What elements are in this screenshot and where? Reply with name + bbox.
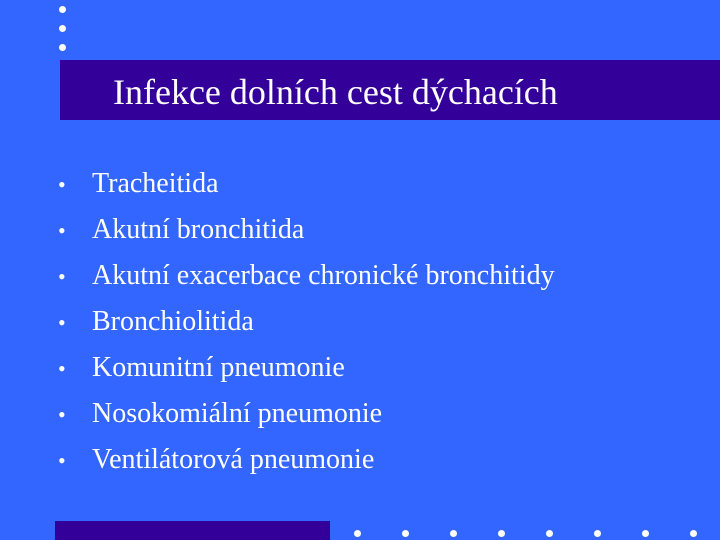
decorative-dot	[59, 25, 66, 32]
bullet-marker: •	[58, 448, 66, 473]
decorative-dot	[402, 530, 409, 537]
list-item-text: Bronchiolitida	[92, 306, 254, 337]
bullet-list	[54, 161, 555, 483]
decorative-dot	[546, 530, 553, 537]
bullet-marker: •	[58, 310, 66, 335]
decorative-dot	[59, 44, 66, 51]
list-item	[54, 207, 555, 253]
decorative-dot	[594, 530, 601, 537]
list-item	[54, 345, 555, 391]
slide-title: Infekce dolních cest dýchacích	[113, 72, 558, 112]
decorative-dots-vertical	[59, 6, 71, 63]
bottom-bar	[55, 521, 330, 540]
list-item	[54, 161, 555, 207]
decorative-dot	[642, 530, 649, 537]
decorative-dot	[354, 530, 361, 537]
bullet-marker: •	[58, 264, 66, 289]
list-item-text: Tracheitida	[92, 168, 219, 199]
list-item-text: Akutní bronchitida	[92, 214, 305, 245]
decorative-dot	[690, 530, 697, 537]
list-item-text: Akutní exacerbace chronické bronchitidy	[92, 260, 555, 291]
bullet-marker: •	[58, 356, 66, 381]
list-item	[54, 437, 555, 483]
bullet-marker: •	[58, 402, 66, 427]
list-item-text: Ventilátorová pneumonie	[92, 444, 375, 475]
list-item-text: Komunitní pneumonie	[92, 352, 345, 383]
bullet-marker: •	[58, 172, 66, 197]
decorative-dot	[450, 530, 457, 537]
bullet-marker: •	[58, 218, 66, 243]
list-item	[54, 391, 555, 437]
decorative-dot	[498, 530, 505, 537]
list-item	[54, 299, 555, 345]
list-item-text: Nosokomiální pneumonie	[92, 398, 383, 429]
list-item	[54, 253, 555, 299]
decorative-dot	[59, 6, 66, 13]
